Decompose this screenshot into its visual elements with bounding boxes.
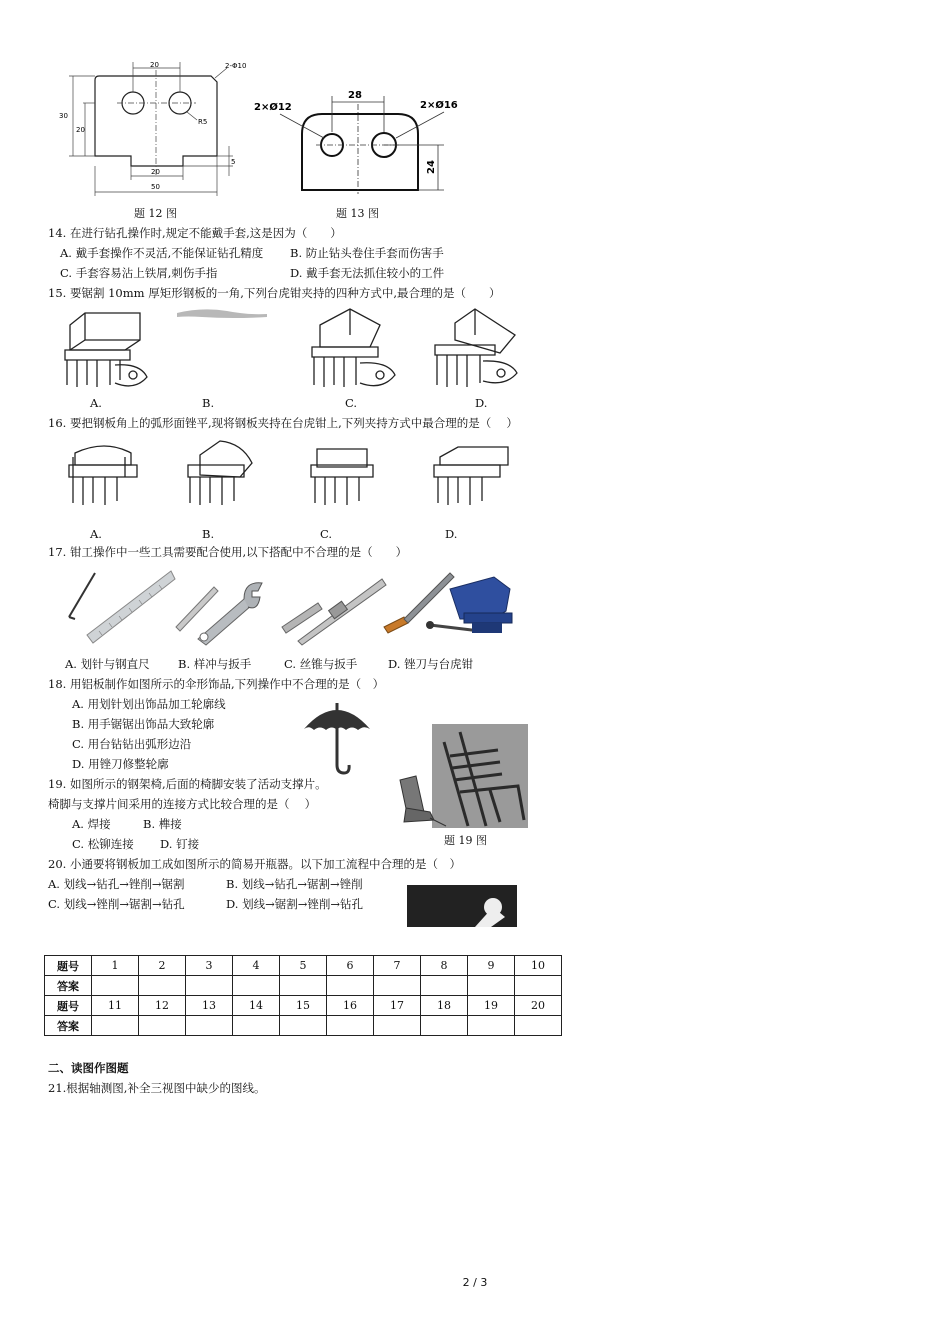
q20-option-a: A. 划线→钻孔→锉削→锯割: [48, 877, 185, 891]
answer-cell[interactable]: [515, 1016, 562, 1036]
answer-cell[interactable]: [280, 1016, 327, 1036]
number-cell: 7: [374, 956, 421, 976]
q18-option-d: D. 用锉刀修整轮廓: [72, 757, 169, 771]
answer-cell[interactable]: [233, 976, 280, 996]
q21-stem: 21.根据轴测图,补全三视图中缺少的图线。: [48, 1081, 266, 1095]
answer-cell[interactable]: [327, 1016, 374, 1036]
q14-stem: 14. 在进行钻孔操作时,规定不能戴手套,这是因为（ ）: [48, 226, 342, 240]
q19-stem2: 椅脚与支撑片间采用的连接方式比较合理的是（ ）: [48, 797, 317, 811]
q19-option-c: C. 松铆连接: [72, 837, 134, 851]
q15-vise-c-image: [300, 305, 400, 390]
table-row: [45, 1016, 562, 1036]
fig12-dim-top: 20: [150, 61, 159, 69]
q17-option-d: D. 锉刀与台虎钳: [388, 657, 474, 671]
q15-vise-b-image: [172, 305, 272, 325]
number-cell: 16: [327, 996, 374, 1016]
q15-label-c: C.: [345, 396, 358, 410]
fig13-dim-height: 24: [426, 160, 437, 174]
q15-label-d: D.: [475, 396, 488, 410]
answer-cell[interactable]: [468, 976, 515, 996]
fig12-dim-radius: R5: [198, 118, 208, 126]
answer-cell[interactable]: [421, 1016, 468, 1036]
fig12-dim-notch: 20: [151, 168, 160, 176]
answer-cell[interactable]: [280, 976, 327, 996]
fig13-dim-top: 28: [348, 90, 362, 101]
q18-option-c: C. 用台钻钻出弧形边沿: [72, 737, 192, 751]
fig12-dim-h20: 20: [76, 126, 85, 134]
q19-stem: 19. 如图所示的钢架椅,后面的椅脚安装了活动支撑片。: [48, 777, 327, 791]
q19-option-b: B. 榫接: [143, 817, 182, 831]
q16-vise-d-image: [428, 435, 518, 510]
answer-cell[interactable]: [374, 976, 421, 996]
bottle-opener-image: [407, 885, 517, 927]
answer-cell[interactable]: [139, 976, 186, 996]
q17-option-c: C. 丝锥与扳手: [284, 657, 358, 671]
number-cell: 4: [233, 956, 280, 976]
number-cell: 20: [515, 996, 562, 1016]
fig12-caption: 题 12 图: [134, 207, 177, 220]
number-cell: 2: [139, 956, 186, 976]
fig12-dim-width: 50: [151, 183, 160, 191]
q18-option-a: A. 用划针划出饰品加工轮廓线: [72, 697, 226, 711]
answer-cell[interactable]: [186, 1016, 233, 1036]
page-number: 2 / 3: [462, 1276, 488, 1289]
number-cell: 14: [233, 996, 280, 1016]
answer-cell[interactable]: [92, 1016, 139, 1036]
table-row: [45, 996, 562, 1016]
answer-cell[interactable]: [92, 976, 139, 996]
header-answer-cell: 答案: [45, 976, 92, 996]
q17-stem: 17. 钳工操作中一些工具需要配合使用,以下搭配中不合理的是（ ）: [48, 545, 408, 559]
fig13-dim-right: 2×Ø16: [420, 100, 458, 111]
q15-label-b: B.: [202, 396, 215, 410]
table-row: [45, 956, 562, 976]
number-cell: 18: [421, 996, 468, 1016]
q19-option-a: A. 焊接: [72, 817, 111, 831]
q14-option-d: D. 戴手套无法抓住较小的工件: [290, 266, 445, 280]
header-number-cell: 题号: [45, 956, 92, 976]
answer-cell[interactable]: [421, 976, 468, 996]
q15-label-a: A.: [90, 396, 102, 410]
q20-option-b: B. 划线→钻孔→锯割→锉削: [226, 877, 363, 891]
q17-option-b: B. 样冲与扳手: [178, 657, 252, 671]
answer-cell[interactable]: [186, 976, 233, 996]
q16-label-a: A.: [90, 527, 102, 541]
q20-option-c: C. 划线→锉削→锯割→钻孔: [48, 897, 185, 911]
q16-vise-c-image: [305, 435, 385, 510]
q19-caption: 题 19 图: [444, 834, 487, 847]
section-2-title: 二、读图作图题: [48, 1061, 129, 1075]
answer-cell[interactable]: [327, 976, 374, 996]
answer-table: [44, 955, 562, 1036]
number-cell: 10: [515, 956, 562, 976]
fig12-dim-h30: 30: [59, 112, 68, 120]
figure-12-drawing: [55, 58, 255, 198]
number-cell: 3: [186, 956, 233, 976]
q17-punch-wrench-image: [172, 575, 267, 645]
q16-vise-b-image: [180, 435, 260, 510]
number-cell: 6: [327, 956, 374, 976]
fig12-dim-h5: 5: [231, 158, 236, 166]
number-cell: 8: [421, 956, 468, 976]
q16-label-b: B.: [202, 527, 215, 541]
q17-option-a: A. 划针与钢直尺: [65, 657, 150, 671]
number-cell: 12: [139, 996, 186, 1016]
fig13-caption: 题 13 图: [336, 207, 379, 220]
fig13-dim-left: 2×Ø12: [254, 102, 292, 113]
answer-cell[interactable]: [233, 1016, 280, 1036]
number-cell: 11: [92, 996, 139, 1016]
table-row: [45, 976, 562, 996]
number-cell: 15: [280, 996, 327, 1016]
header-answer-cell: 答案: [45, 1016, 92, 1036]
number-cell: 13: [186, 996, 233, 1016]
answer-cell[interactable]: [468, 1016, 515, 1036]
q20-stem: 20. 小通要将钢板加工成如图所示的简易开瓶器。以下加工流程中合理的是（ ）: [48, 857, 461, 871]
q17-tap-wrench-image: [278, 575, 388, 645]
steel-chair-image: [390, 722, 530, 832]
umbrella-ornament-image: [302, 697, 372, 775]
q17-file-vise-image: [380, 567, 520, 647]
number-cell: 17: [374, 996, 421, 1016]
figure-13-drawing: [250, 82, 470, 197]
header-number-cell: 题号: [45, 996, 92, 1016]
answer-cell[interactable]: [139, 1016, 186, 1036]
number-cell: 5: [280, 956, 327, 976]
q15-vise-d-image: [425, 305, 525, 390]
q16-label-c: C.: [320, 527, 333, 541]
q20-option-d: D. 划线→锯割→锉削→钻孔: [226, 897, 364, 911]
answer-cell[interactable]: [515, 976, 562, 996]
answer-cell[interactable]: [374, 1016, 421, 1036]
q17-scriber-ruler-image: [65, 565, 175, 645]
number-cell: 1: [92, 956, 139, 976]
q16-stem: 16. 要把钢板角上的弧形面锉平,现将钢板夹持在台虎钳上,下列夹持方式中最合理的是（ ）: [48, 416, 518, 430]
q15-vise-a-image: [55, 305, 155, 390]
q14-option-a: A. 戴手套操作不灵活,不能保证钻孔精度: [60, 246, 264, 260]
number-cell: 19: [468, 996, 515, 1016]
q18-stem: 18. 用铝板制作如图所示的伞形饰品,下列操作中不合理的是（ ）: [48, 677, 385, 691]
q14-option-c: C. 手套容易沾上铁屑,刺伤手指: [60, 266, 218, 280]
q16-vise-a-image: [65, 435, 145, 510]
number-cell: 9: [468, 956, 515, 976]
q14-option-b: B. 防止钻头卷住手套而伤害手: [290, 246, 444, 260]
fig12-dim-holes: 2-Φ10: [225, 62, 247, 70]
q16-label-d: D.: [445, 527, 458, 541]
q19-option-d: D. 钉接: [160, 837, 200, 851]
q18-option-b: B. 用手锯锯出饰品大致轮廓: [72, 717, 215, 731]
q15-stem: 15. 要锯割 10mm 厚矩形钢板的一角,下列台虎钳夹持的四种方式中,最合理的是（ ）: [48, 286, 501, 300]
